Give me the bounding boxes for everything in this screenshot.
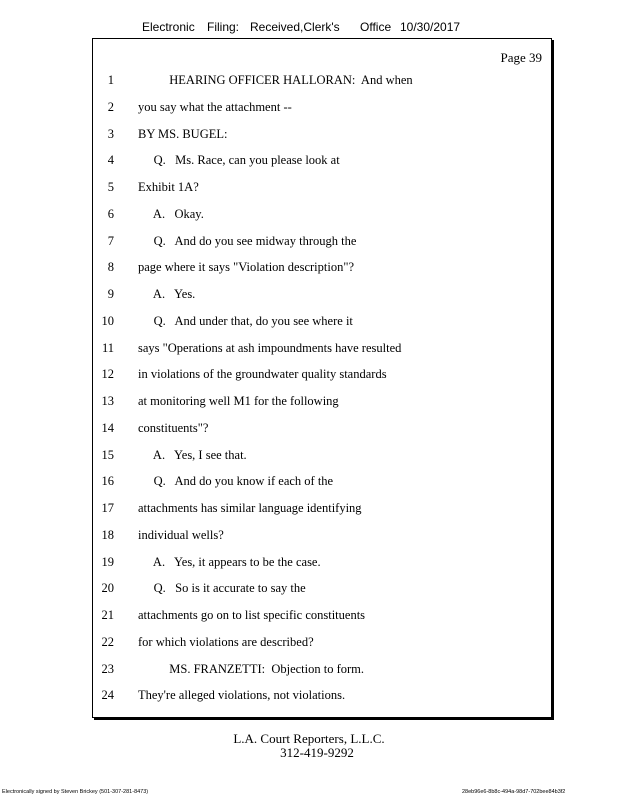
line-text: Q. And do you see midway through the [138, 233, 357, 248]
line-number: 22 [101, 634, 114, 649]
line-number: 18 [101, 527, 114, 542]
line-text: A. Okay. [138, 206, 204, 221]
line-number: 14 [101, 420, 114, 435]
transcript-line [92, 234, 552, 254]
footer-phone: 312-419-9292 [280, 745, 354, 760]
transcript-line [92, 127, 552, 147]
line-text: for which violations are described? [138, 634, 314, 649]
line-number: 24 [101, 688, 114, 703]
header-office: Office [360, 20, 392, 34]
header-received: Received,Clerk's [250, 20, 340, 34]
line-number: 7 [107, 233, 114, 248]
line-text: A. Yes, it appears to be the case. [138, 554, 321, 569]
transcript-line [92, 662, 552, 682]
line-text: A. Yes, I see that. [138, 447, 247, 462]
line-number: 19 [101, 554, 114, 569]
footer [0, 732, 618, 760]
transcript-line [92, 73, 552, 93]
line-text: at monitoring well M1 for the following [138, 394, 339, 408]
line-number: 20 [101, 581, 114, 596]
line-number: 23 [101, 661, 114, 676]
line-number: 12 [101, 367, 114, 382]
line-text: you say what the attachment -- [138, 99, 292, 114]
line-number: 21 [101, 608, 114, 622]
transcript-line [92, 367, 552, 387]
transcript-line [92, 635, 552, 655]
line-text: Q. And under that, do you see where it [138, 313, 353, 328]
transcript-line [92, 474, 552, 494]
transcript-line [92, 394, 552, 414]
signature-left: Electronically signed by Steven Brickey (501-307-281-8473) [2, 789, 149, 795]
transcript-line [92, 153, 552, 173]
transcript-line [92, 581, 552, 601]
line-text: They're alleged violations, not violations. [138, 688, 346, 703]
transcript-line [92, 421, 552, 441]
line-text: attachments has similar language identifying [138, 501, 362, 515]
footer-company: L.A. Court Reporters, L.L.C. [233, 731, 385, 746]
line-number: 3 [107, 126, 114, 141]
transcript-line [92, 501, 552, 521]
transcript-line [92, 555, 552, 575]
line-number: 13 [101, 394, 114, 408]
header-date: 10/30/2017 [400, 20, 461, 34]
line-number: 1 [107, 73, 114, 87]
transcript-line [92, 528, 552, 548]
filing-header [142, 20, 482, 36]
line-number: 5 [107, 180, 114, 194]
signature-right: 28eb96e6-8b8c-494a-98d7-702bee84b3f2 [462, 789, 566, 795]
line-text: Exhibit 1A? [138, 180, 199, 194]
line-number: 10 [101, 313, 114, 328]
line-text: HEARING OFFICER HALLORAN: And when [138, 73, 413, 87]
line-text: in violations of the groundwater quality standards [138, 367, 387, 382]
page-number: Page 39 [500, 50, 542, 65]
line-text: MS. FRANZETTI: Objection to form. [138, 661, 365, 676]
line-number: 9 [107, 287, 114, 301]
transcript-line [92, 608, 552, 628]
line-text: Q. So is it accurate to say the [138, 581, 306, 596]
line-text: says "Operations at ash impoundments have resulted [138, 340, 402, 355]
transcript-line [92, 314, 552, 334]
line-number: 15 [101, 447, 114, 462]
line-text: Q. And do you know if each of the [138, 474, 334, 489]
line-number: 6 [107, 206, 114, 221]
header-electronic: Electronic [142, 20, 195, 34]
line-number: 11 [101, 340, 114, 355]
line-number: 16 [101, 474, 114, 489]
transcript-line [92, 180, 552, 200]
line-text: BY MS. BUGEL: [138, 126, 228, 141]
transcript-line [92, 688, 552, 708]
line-number: 2 [107, 99, 114, 114]
line-text: attachments go on to list specific constituents [138, 608, 366, 622]
header-filing: Filing: [207, 20, 240, 34]
line-text: Q. Ms. Race, can you please look at [138, 153, 340, 168]
line-text: A. Yes. [138, 287, 196, 301]
transcript-line [92, 448, 552, 468]
line-number: 17 [101, 501, 114, 515]
transcript-line [92, 207, 552, 227]
transcript-line [92, 100, 552, 120]
transcript-line [92, 260, 552, 280]
line-text: individual wells? [138, 527, 224, 542]
transcript-line [92, 341, 552, 361]
line-text: constituents"? [138, 420, 209, 435]
line-number: 4 [107, 153, 114, 168]
line-text: page where it says "Violation description"? [138, 260, 354, 275]
transcript-line [92, 287, 552, 307]
line-number: 8 [107, 260, 114, 275]
